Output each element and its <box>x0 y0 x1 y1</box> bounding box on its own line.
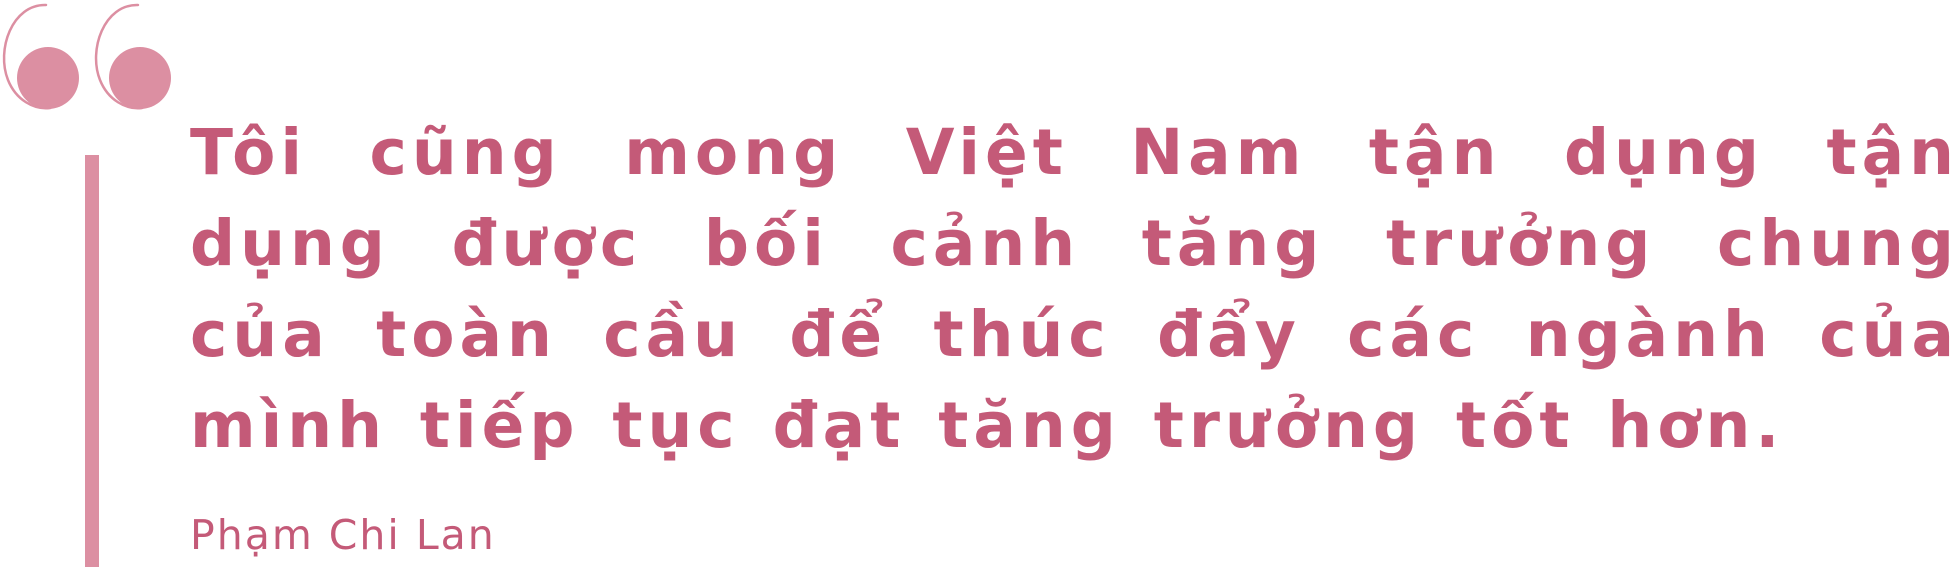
vertical-accent-bar <box>85 155 99 567</box>
opening-quote-icon <box>0 0 180 115</box>
quote-author: Phạm Chi Lan <box>190 511 496 559</box>
quote-text: Tôi cũng mong Việt Nam tận dụng tận dụng được bối cảnh tăng trưởng chung của toàn cầu để thúc đẩy các ngành của mình tiếp tục đạt tăng trưởng tốt hơn. <box>190 116 1959 462</box>
